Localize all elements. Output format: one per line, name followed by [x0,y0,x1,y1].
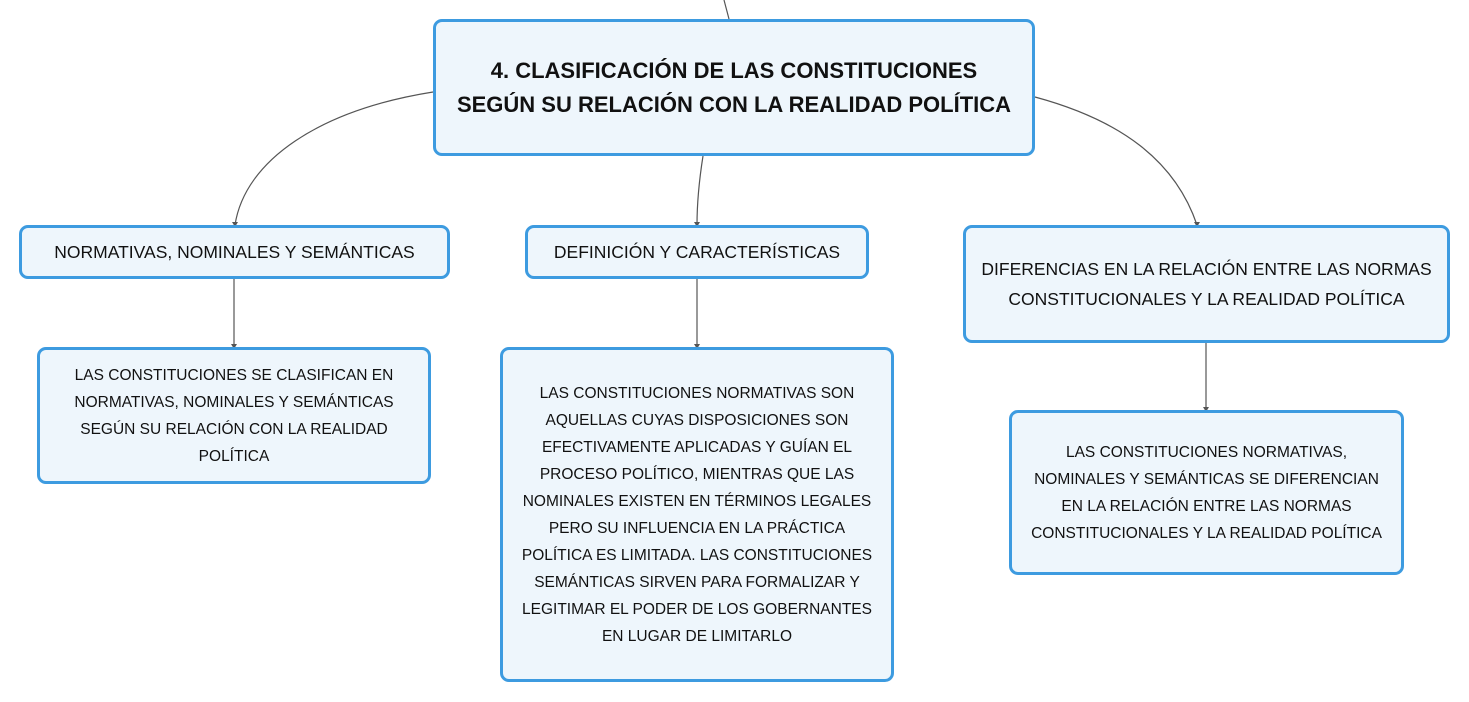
leaf-text: LAS CONSTITUCIONES NORMATIVAS, NOMINALES Y SEMÁNTICAS SE DIFERENCIAN EN LA RELACIÓN ENTRE LAS NORMAS CONSTITUCIONALES Y LA REALIDAD POLÍTICA [1031,443,1382,542]
connector-root-to-branch-3 [1035,97,1197,225]
connector-root-to-branch-2 [697,156,703,225]
root-topic-label: 4. CLASIFICACIÓN DE LAS CONSTITUCIONES SEGÚN SU RELACIÓN CON LA REALIDAD POLÍTICA [456,57,1012,117]
leaf-node-definicion[interactable] [500,347,894,682]
branch-label: DEFINICIÓN Y CARACTERÍSTICAS [553,242,841,262]
root-topic-node[interactable] [433,19,1035,156]
leaf-node-diferencias[interactable] [1009,410,1404,575]
branch-node-definicion[interactable] [525,225,869,279]
connector-root-to-branch-1 [235,92,433,225]
connector-parent-to-root [724,0,729,19]
branch-node-diferencias[interactable] [963,225,1450,343]
branch-label: NORMATIVAS, NOMINALES Y SEMÁNTICAS [54,242,415,262]
leaf-text: LAS CONSTITUCIONES SE CLASIFICAN EN NORMATIVAS, NOMINALES Y SEMÁNTICAS SEGÚN SU RELACIÓN CON LA REALIDAD POLÍTICA [74,366,394,465]
leaf-node-clasificacion[interactable] [37,347,431,484]
leaf-text: LAS CONSTITUCIONES NORMATIVAS SON AQUELLAS CUYAS DISPOSICIONES SON EFECTIVAMENTE APLICADAS Y GUÍAN EL PROCESO POLÍTICO, MIENTRAS QUE LAS NOMINALES EXISTEN EN TÉRMINOS LEGALES PERO SU INFLUENCIA EN LA PRÁCTICA POLÍTICA ES LIMITADA. LAS CONSTITUCIONES SEMÁNTICAS SIRVEN PARA FORMALIZAR Y LEGITIMAR EL PODER DE LOS GOBERNANTES EN LUGAR DE LIMITARLO [521,384,873,645]
branch-node-normativas[interactable] [19,225,450,279]
branch-label: DIFERENCIAS EN LA RELACIÓN ENTRE LAS NORMAS CONSTITUCIONALES Y LA REALIDAD POLÍTICA [981,259,1432,309]
